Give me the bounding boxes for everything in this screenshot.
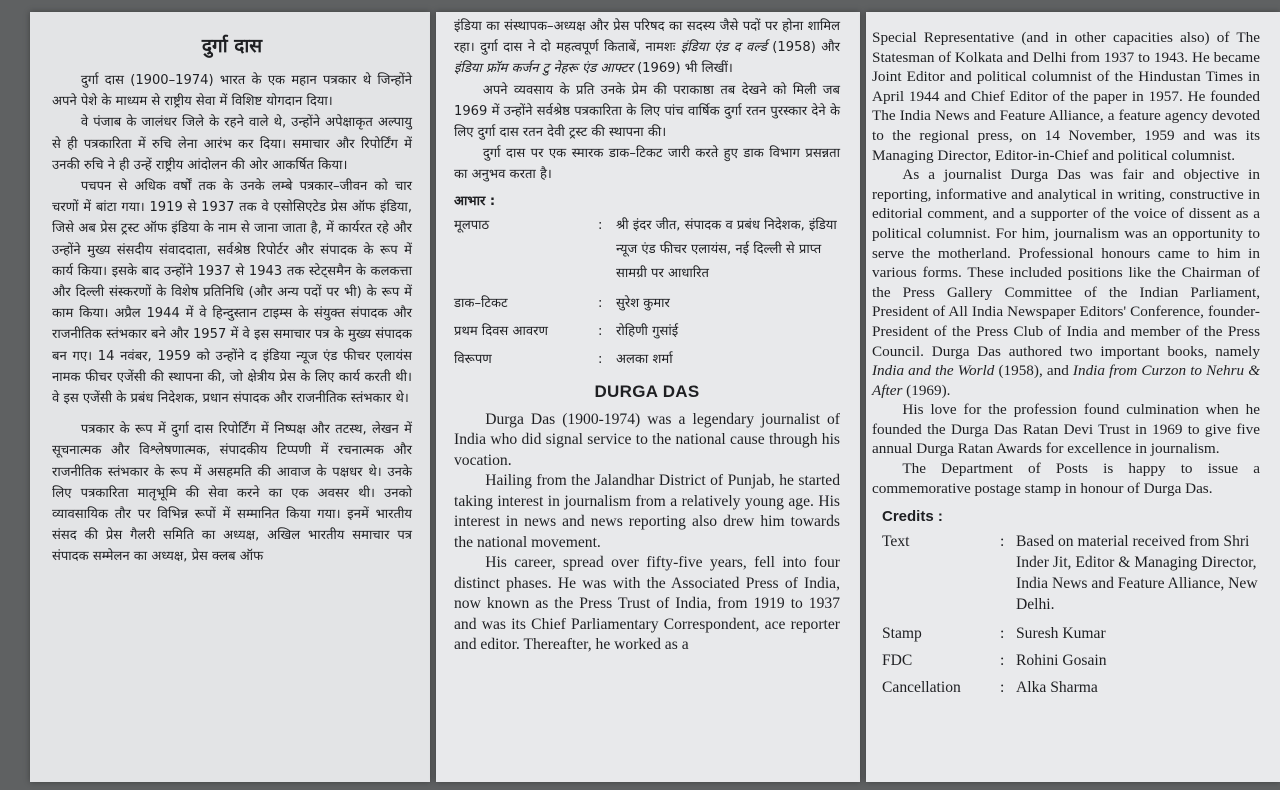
english-credit-label: FDC bbox=[882, 652, 913, 670]
english-paragraph-4-text: As a journalist Durga Das was fair and objective in reporting, informative and analytical in writing, constructive in editorial comment, and a supporter of the voice of dissent as a political columnist. For him, journalism was an opportunity to serve the motherland. Professional honours came to him in various forms. These included positions like the Chairman of the Press Gallery Committee of the Indian Parliament, President of All India Newspaper Editors' Conference, founder-President of the Press Club of India and member of the Press Council. Durga Das authored two important books, namely bbox=[872, 166, 1260, 360]
hindi-paragraph-5-end: (1969) भी लिखीं। bbox=[637, 61, 733, 77]
english-paragraph-1: Durga Das (1900-1974) was a legendary journalist of India who did signal service to the national cause through his vocation. bbox=[454, 410, 840, 469]
hindi-title: दुर्गा दास bbox=[201, 35, 263, 57]
english-paragraph-4-end: (1969). bbox=[906, 381, 951, 399]
english-body bbox=[454, 410, 840, 656]
english-credit-value: Rohini Gosain bbox=[1016, 652, 1107, 670]
hindi-book-title-2: इंडिया फ्रॉम कर्जन टु नेहरू एंड आफ्टर bbox=[454, 61, 633, 77]
english-credit-label: Cancellation bbox=[882, 679, 961, 697]
english-credit-value: Suresh Kumar bbox=[1016, 625, 1106, 643]
english-credits-list bbox=[882, 531, 1260, 698]
hindi-body-continued bbox=[454, 16, 840, 186]
english-credits-heading: Credits : bbox=[882, 508, 943, 526]
english-credit-label: Text bbox=[882, 533, 910, 551]
english-paragraph-6: The Department of Posts is happy to issue a commemorative postage stamp in honour of Durga Das. bbox=[872, 460, 1260, 497]
english-credit-row-stamp bbox=[882, 623, 1260, 644]
hindi-paragraph-6: अपने व्यवसाय के प्रति उनके प्रेम की पराकाष्ठा तब देखने को मिली जब 1969 में उन्होंने सर्वश्रेष्ठ पत्रकारिता के लिए पांच वार्षिक दुर्गा रतन पुरस्कार देने के लिए दुर्गा दास रतन देवी ट्रस्ट की स्थापना की। bbox=[454, 82, 840, 141]
hindi-credit-row-text bbox=[454, 214, 840, 286]
hindi-credit-sep: : bbox=[598, 323, 603, 339]
hindi-panel bbox=[30, 12, 430, 782]
hindi-credit-label: डाक–टिकट bbox=[454, 295, 508, 311]
hindi-credit-sep: : bbox=[598, 351, 603, 367]
hindi-paragraph-5 bbox=[454, 16, 840, 80]
english-book-title-2: India from Curzon to Nehru & After bbox=[872, 362, 1261, 399]
english-credit-sep: : bbox=[1000, 625, 1005, 643]
english-credit-sep: : bbox=[1000, 533, 1005, 551]
english-paragraph-5: His love for the profession found culmination when he founded the Durga Das Ratan Devi Trust in 1969 to give five annual Durga Ratan Awards for excellence in journalism. bbox=[872, 401, 1260, 458]
hindi-credit-value: सुरेश कुमार bbox=[616, 295, 670, 311]
english-title: DURGA DAS bbox=[594, 381, 700, 401]
hindi-paragraph-3: पचपन से अधिक वर्षों तक के उनके लम्बे पत्रकार–जीवन को चार चरणों में बांटा गया। 1919 से 1937 तक वे एसोसिएटेड प्रेस ऑफ इंडिया, जिसे अब प्रेस ट्रस्ट ऑफ इंडिया के नाम से जाना जाता है, में कार्यरत रहे और उन्होंने मुख्य संसदीय संवाददाता, सर्वश्रेष्ठ रिपोर्टर और संपादक के रूप में कार्य किया। इसके बाद उन्होंने 1937 से 1943 तक स्टेट्समैन के कलकत्ता और दिल्ली संस्करणों के विशेष प्रतिनिधि (और अन्य पदों पर भी) के रूप में काम किया। अप्रैल 1944 में वे हिन्दुस्तान टाइम्स के संयुक्त संपादक और राजनीतिक स्तंभकार बने और 1957 में वे इस समाचार पत्र के मुख्य संपादक बन गए। 14 नवंबर, 1959 को उन्होंने द इंडिया न्यूज एंड फीचर एलायंस नामक फीचर एजेंसी की स्थापना की, जो क्षेत्रीय प्रेस के लिए कार्य करती थी। वे इस एजेंसी के प्रबंध निदेशक, प्रधान संपादक और राजनीतिक स्तंभकार थे। bbox=[52, 179, 412, 407]
hindi-paragraph-5-mid: (1958) और bbox=[772, 40, 840, 56]
hindi-body bbox=[52, 70, 412, 568]
english-credit-row-fdc bbox=[882, 650, 1260, 671]
hindi-credit-value: श्री इंदर जीत, संपादक व प्रबंध निदेशक, इंडिया न्यूज एंड फीचर एलायंस, नई दिल्ली से प्राप्त सामग्री पर आधारित bbox=[616, 217, 837, 281]
hindi-book-title-1: इंडिया एंड द वर्ल्ड bbox=[680, 40, 767, 56]
middle-panel bbox=[436, 12, 860, 782]
english-paragraph-4-mid: (1958), and bbox=[998, 362, 1069, 380]
english-paragraph-2: Hailing from the Jalandhar District of Punjab, he started taking interest in journalism from a relatively young age. His interest in news and news reporting also drew him towards the national movement. bbox=[454, 472, 840, 551]
hindi-credit-label: विरूपण bbox=[454, 351, 492, 367]
hindi-credit-sep: : bbox=[598, 295, 603, 311]
english-credit-sep: : bbox=[1000, 679, 1005, 697]
hindi-paragraph-5-text: इंडिया का संस्थापक–अध्यक्ष और प्रेस परिषद का सदस्य जैसे पदों पर होना शामिल रहा। दुर्गा दास ने दो महत्वपूर्ण किताबें, नामशः bbox=[454, 19, 840, 56]
english-credit-label: Stamp bbox=[882, 625, 922, 643]
hindi-paragraph-4: पत्रकार के रूप में दुर्गा दास रिपोर्टिंग में निष्पक्ष और तटस्थ, लेखन में सूचनात्मक और विश्लेषणात्मक, संपादकीय टिप्पणी में रचनात्मक और राजनीतिक स्तंभकार के रूप में असहमति की आवाज के पक्षधर थे। उनके लिए पत्रकारिता मातृभूमि की सेवा करने का एक अवसर थी। उनको व्यावसायिक तौर पर विभिन्न रूपों में सम्मानित किया गया। इनमें भारतीय संसद की प्रेस गैलरी समिति का अध्यक्ष, अखिल भारतीय समाचार पत्र संपादक सम्मेलन का अध्यक्ष, प्रेस क्लब ऑफ bbox=[52, 422, 412, 565]
hindi-paragraph-2: वे पंजाब के जालंधर जिले के रहने वाले थे, उन्होंने अपेक्षाकृत अल्पायु से ही पत्रकारिता में रुचि लेना आरंभ कर दिया। समाचार और रिपोर्टिंग में उनकी रुचि ने ही उन्हें राष्ट्रीय आंदोलन की ओर आकर्षित किया। bbox=[52, 115, 412, 173]
hindi-credit-value: अलका शर्मा bbox=[616, 351, 673, 367]
english-paragraph-3: His career, spread over fifty-five years, fell into four distinct phases. He was with the Associated Press of India, now known as the Press Trust of India, from 1919 to 1937 and was its Chief Parliamentary Correspondent, ace reporter and editor. Thereafter, he worked as a bbox=[454, 554, 840, 654]
hindi-credit-label: प्रथम दिवस आवरण bbox=[454, 323, 548, 339]
english-book-title-1: India and the World bbox=[872, 362, 995, 380]
hindi-credit-row-cancellation bbox=[454, 348, 840, 372]
english-body-continued bbox=[872, 28, 1260, 498]
english-paragraph-3-continued: Special Representative (and in other capacities also) of The Statesman of Kolkata and Delhi from 1937 to 1943. He became Joint Editor and political columnist of the Hindustan Times in April 1944 and Chief Editor of the paper in 1957. He founded The India News and Feature Alliance, a feature agency devoted to the regional press, on 14 November, 1959 and was its Managing Director, Editor-in-Chief and political columnist. bbox=[872, 29, 1260, 164]
hindi-credit-sep: : bbox=[598, 217, 603, 233]
hindi-credit-row-stamp bbox=[454, 292, 840, 316]
english-credit-value: Based on material received from Shri Inder Jit, Editor & Managing Director, India News and Feature Alliance, New Delhi. bbox=[1016, 533, 1258, 614]
hindi-credit-value: रोहिणी गुसांई bbox=[616, 323, 679, 339]
english-credit-row-text bbox=[882, 531, 1260, 615]
english-credit-sep: : bbox=[1000, 652, 1005, 670]
hindi-paragraph-1: दुर्गा दास (1900–1974) भारत के एक महान पत्रकार थे जिन्होंने अपने पेशे के माध्यम से राष्ट्रीय सेवा में विशिष्ट योगदान दिया। bbox=[52, 73, 412, 110]
hindi-credit-row-fdc bbox=[454, 320, 840, 344]
hindi-credit-label: मूलपाठ bbox=[454, 217, 490, 233]
english-paragraph-4 bbox=[872, 165, 1260, 400]
english-panel bbox=[866, 12, 1280, 782]
english-credit-value: Alka Sharma bbox=[1016, 679, 1098, 697]
hindi-credits-list bbox=[454, 214, 840, 372]
english-credit-row-cancellation bbox=[882, 677, 1260, 698]
hindi-credits-heading: आभार : bbox=[454, 193, 496, 209]
hindi-paragraph-7: दुर्गा दास पर एक स्मारक डाक–टिकट जारी करते हुए डाक विभाग प्रसन्नता का अनुभव करता है। bbox=[454, 146, 840, 183]
